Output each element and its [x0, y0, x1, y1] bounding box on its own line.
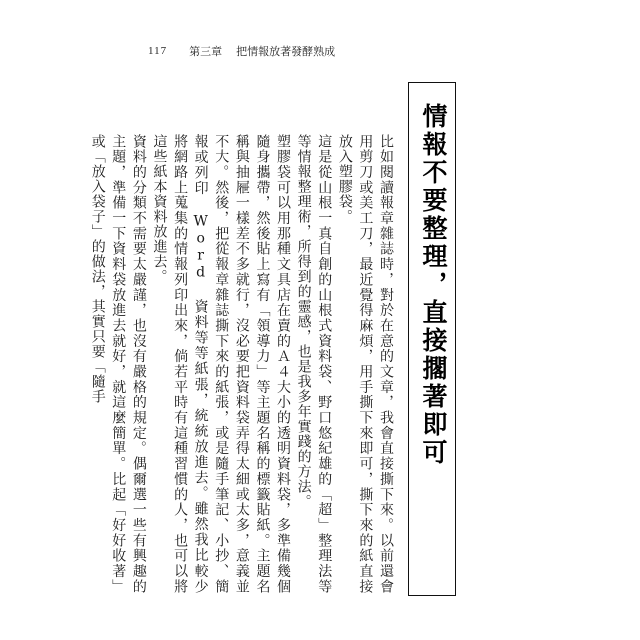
running-header: [148, 42, 335, 60]
chapter-title: 把情報放著發酵熟成: [236, 45, 336, 58]
paragraph: 塑膠袋可以用那種文具店在賣的Ａ４大小的透明資料袋，多準備幾個隨身攜帶，然後貼上寫有「領導力」等主題名稱的標籤貼紙。主題名稱與抽屜一樣差不多就行，沒必要把資料袋弄得太細或太多，意義並不大。然後，把從報章雜誌撕下來的紙張，或是隨手筆記、小抄、簡報或列印 Word 資料等等紙張，統統放進去。雖然我比較少將網路上蒐集的情報列印出來，倘若平時有這種習慣的人，也可以將這些紙本資料放進去。: [151, 134, 292, 594]
page-number: 117: [148, 45, 168, 57]
section-heading-box: [408, 82, 456, 596]
section-heading: 情報不要整理，直接擱著即可: [419, 103, 448, 467]
paragraph: 比如閱讀報章雜誌時，對於在意的文章，我會直接撕下來。以前還會用剪刀或美工刀，最近覺得麻煩，用手撕下來即可，撕下來的紙直接放入塑膠袋。: [336, 134, 394, 594]
paragraph: 這是從山根一真自創的山根式資料袋、野口悠紀雄的「超」整理法等等情報整理術，所得到的靈感，也是我多年實踐的方法。: [295, 134, 333, 594]
body-text: [89, 134, 396, 594]
paragraph: 資料的分類不需要太嚴謹，也沒有嚴格的規定。偶爾選一些有興趣的主題，準備一下資料袋放進去就好，就這麼簡單。比起「好好收著」或「放入袋子」的做法，其實只要「隨手: [89, 134, 147, 594]
chapter-label: 第三章: [189, 45, 223, 58]
